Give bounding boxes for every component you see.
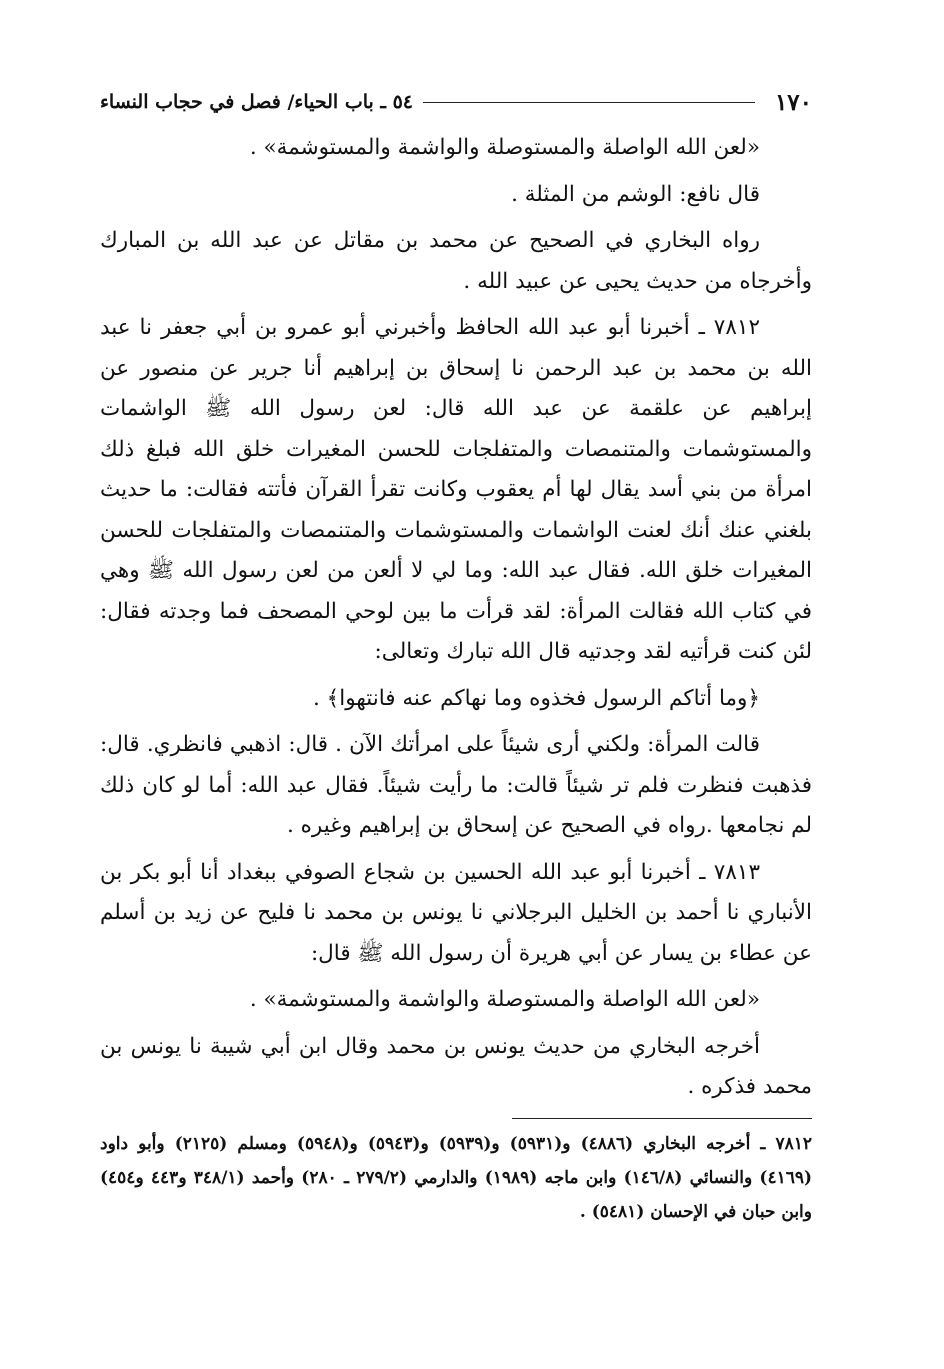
footnote-rule [512,1118,812,1119]
hadith-text: «لعن الله الواصلة والمستوصلة والواشمة والمستوشمة» . [249,987,760,1012]
hadith-paragraph-7813: ٧٨١٣ ـ أخبرنا أبو عبد الله الحسين بن شجاع الصوفي ببغداد أنا أبو بكر بن الأنباري نا أحمد بن الخليل البرجلاني نا يونس بن محمد نا فليح عن زيد بن أسلم عن عطاء بن يسار عن أبي هريرة أن رسول الله ﷺ قال: [100,859,812,966]
body-paragraph: رواه البخاري في الصحيح عن محمد بن مقاتل عن عبد الله بن المبارك وأخرجاه من حديث يحيى عن عبيد الله . [100,228,812,294]
body-paragraph: قالت المرأة: ولكني أرى شيئاً على امرأتك الآن . قال: اذهبي فانظري. قال: فذهبت فنظرت فلم تر شيئاً قالت: ما رأيت شيئاً. فقال عبد الله: أما لو كان ذلك لم نجامعها .رواه في الصحيح عن إسحاق بن إبراهيم وغيره . [100,732,812,838]
body-text [100,128,812,1108]
body-paragraph: أخرجه البخاري من حديث يونس بن محمد وقال ابن أبي شيبة نا يونس بن محمد فذكره . [100,1033,812,1099]
running-title: ٥٤ ـ باب الحياء/ فصل في حجاب النساء [100,91,414,113]
body-paragraph: قال نافع: الوشم من المثلة . [511,181,760,207]
hadith-paragraph-7812: ٧٨١٢ ـ أخبرنا أبو عبد الله الحافظ وأخبرني أبو عمرو بن أبي جعفر نا عبد الله بن محمد بن عبد الرحمن نا إسحاق بن إبراهيم أنا جرير عن منصور عن إبراهيم عن علقمة عن عبد الله قال: لعن رسول الله ﷺ الواشمات والمستوشمات والمتنمصات والمتفلجات للحسن المغيرات خلق الله فبلغ ذلك امرأة من بني أسد يقال لها أم يعقوب وكانت تقرأ القرآن فأتته فقالت: ما حديث بلغني عنك أنك لعنت الواشمات والمستوشمات والمتنمصات والمتفلجات للحسن المغيرات خلق الله. فقال عبد الله: وما لي لا ألعن من لعن رسول الله ﷺ وهي في كتاب الله فقالت المرأة: لقد قرأت ما بين لوحي المصحف فما وجدته فقال: لئن كنت قرأتيه لقد وجدتيه قال الله تبارك وتعالى: [100,315,812,664]
document-page [100,82,812,1229]
footnote: ٧٨١٢ ـ أخرجه البخاري (٤٨٨٦) و(٥٩٣١) و(٥٩٣٩) و(٥٩٤٣) و(٥٩٤٨) ومسلم (٢١٢٥) وأبو داود (٤١٦٩) والنسائي (١٤٦/٨) وابن ماجه (١٩٨٩) والدارمي (٢٧٩/٢ ـ ٢٨٠) وأحمد (٣٤٨/١ و٤٤٣ و٤٥٤) وابن حبان في الإحسان (٥٤٨١) . [100,1133,813,1222]
page-header [100,82,812,122]
quran-verse: ﴿وما أتاكم الرسول فخذوه وما نهاكم عنه فانتهوا﴾ . [313,685,760,711]
header-rule [423,102,755,103]
page-number: ١٧٠ [774,88,812,116]
hadith-text: «لعن الله الواصلة والمستوصلة والواشمة والمستوشمة» . [249,135,760,160]
